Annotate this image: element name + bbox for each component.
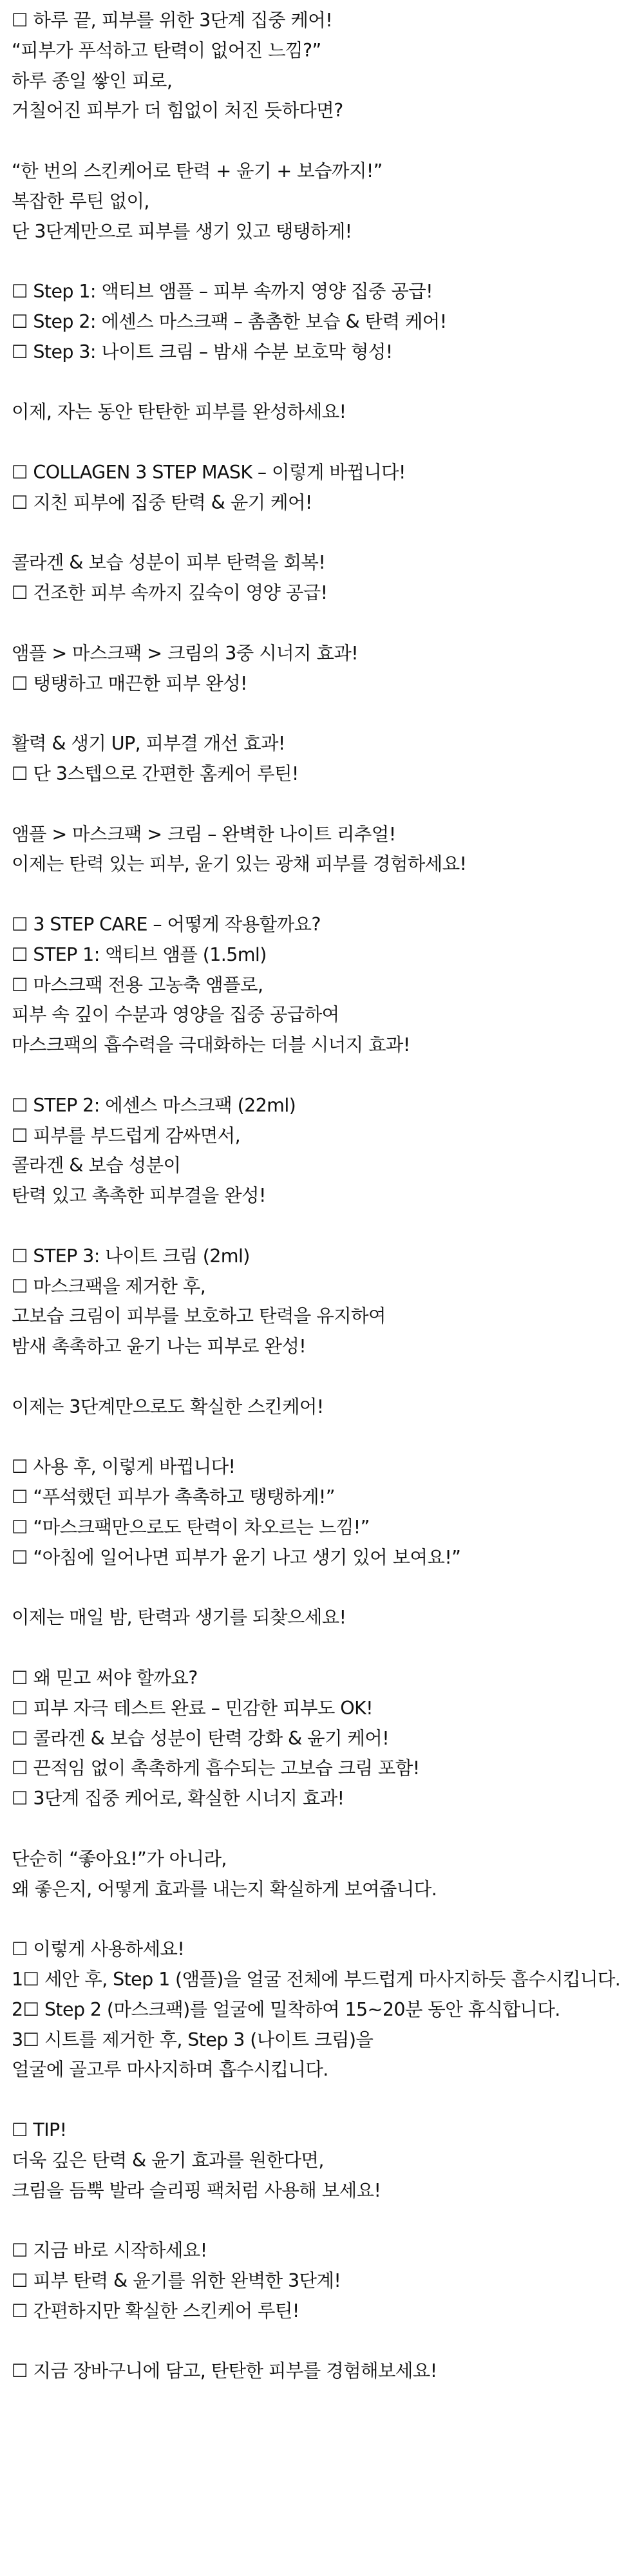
- text-line: 콜라겐 & 보습 성분이: [12, 1155, 181, 1177]
- text-line: ☐ 끈적임 없이 촉촉하게 흡수되는 고보습 크림 포함!: [12, 1757, 420, 1779]
- blank-line: [12, 1213, 639, 1239]
- text-line: ☐ 단 3스텝으로 간편한 홈케어 루틴!: [12, 763, 299, 784]
- text-line: ☐ 건조한 피부 속까지 깊숙이 영양 공급!: [12, 582, 328, 604]
- text-line: 하루 종일 쌓인 피로,: [12, 70, 173, 91]
- blank-line: [12, 1364, 639, 1390]
- text-line: ☐ 지친 피부에 집중 탄력 & 윤기 케어!: [12, 491, 312, 513]
- text-line: ☐ 하루 끝, 피부를 위한 3단계 집중 케어!: [12, 10, 333, 31]
- text-line: 이제는 매일 밤, 탄력과 생기를 되찾으세요!: [12, 1607, 346, 1629]
- text-line: 더욱 깊은 탄력 & 윤기 효과를 원한다면,: [12, 2149, 324, 2171]
- text-line: 3☐ 시트를 제거한 후, Step 3 (나이트 크림)을: [12, 2029, 374, 2050]
- text-line: 탄력 있고 촉촉한 피부결을 완성!: [12, 1185, 266, 1207]
- text-line: ☐ “마스크팩만으로도 탄력이 차오르는 느낌!”: [12, 1517, 370, 1538]
- blank-line: [12, 1635, 639, 1661]
- text-line: ☐ STEP 2: 에센스 마스크팩 (22ml): [12, 1094, 296, 1116]
- blank-line: [12, 430, 639, 455]
- text-line: ☐ 사용 후, 이렇게 바뀝니다!: [12, 1456, 236, 1478]
- text-line: 2☐ Step 2 (마스크팩)를 얼굴에 밀착하여 15~20분 동안 휴식합니다.: [12, 1998, 560, 2020]
- text-line: ☐ 이렇게 사용하세요!: [12, 1938, 185, 1960]
- blank-line: [12, 2329, 639, 2354]
- text-line: 이제는 탄력 있는 피부, 윤기 있는 광채 피부를 경험하세요!: [12, 853, 467, 875]
- text-line: ☐ 마스크팩 전용 고농축 앰플로,: [12, 974, 263, 996]
- text-line: 고보습 크림이 피부를 보호하고 탄력을 유지하여: [12, 1305, 386, 1327]
- text-line: 이제, 자는 동안 탄탄한 피부를 완성하세요!: [12, 401, 346, 423]
- text-line: ☐ 지금 바로 시작하세요!: [12, 2240, 207, 2262]
- text-line: 콜라겐 & 보습 성분이 피부 탄력을 회복!: [12, 552, 326, 574]
- blank-line: [12, 1575, 639, 1601]
- blank-line: [12, 1906, 639, 1932]
- text-line: ☐ “푸석했던 피부가 촉촉하고 탱탱하게!”: [12, 1486, 335, 1508]
- text-line: ☐ “아침에 일어나면 피부가 윤기 나고 생기 있어 보여요!”: [12, 1546, 461, 1568]
- text-line: ☐ Step 1: 액티브 앰플 – 피부 속까지 영양 집중 공급!: [12, 281, 433, 303]
- text-line: 앰플 > 마스크팩 > 크림 – 완벽한 나이트 리추얼!: [12, 823, 396, 845]
- blank-line: [12, 1816, 639, 1842]
- text-line: ☐ 3단계 집중 케어로, 확실한 시너지 효과!: [12, 1788, 345, 1810]
- text-line: ☐ 피부 탄력 & 윤기를 위한 완벽한 3단계!: [12, 2270, 341, 2291]
- blank-line: [12, 2208, 639, 2233]
- text-line: ☐ 콜라겐 & 보습 성분이 탄력 강화 & 윤기 케어!: [12, 1727, 390, 1749]
- text-line: 마스크팩의 흡수력을 극대화하는 더블 시너지 효과!: [12, 1034, 410, 1056]
- text-line: ☐ STEP 1: 액티브 앰플 (1.5ml): [12, 943, 267, 965]
- text-line: 활력 & 생기 UP, 피부결 개선 효과!: [12, 733, 285, 755]
- text-line: ☐ 피부를 부드럽게 감싸면서,: [12, 1124, 241, 1146]
- text-line: 크림을 듬뿍 발라 슬리핑 팩처럼 사용해 보세요!: [12, 2179, 381, 2201]
- text-line: 거칠어진 피부가 더 힘없이 처진 듯하다면?: [12, 100, 343, 122]
- text-line: ☐ 마스크팩을 제거한 후,: [12, 1275, 206, 1297]
- text-line: 단순히 “좋아요!”가 아니라,: [12, 1848, 227, 1870]
- blank-line: [12, 701, 639, 726]
- text-line: 밤새 촉촉하고 윤기 나는 피부로 완성!: [12, 1336, 307, 1358]
- text-line: ☐ 피부 자극 테스트 완료 – 민감한 피부도 OK!: [12, 1697, 373, 1719]
- text-line: ☐ TIP!: [12, 2119, 67, 2141]
- text-line: 단 3단계만으로 피부를 생기 있고 탱탱하게!: [12, 220, 352, 242]
- text-line: 앰플 > 마스크팩 > 크림의 3중 시너지 효과!: [12, 642, 359, 664]
- blank-line: [12, 882, 639, 907]
- text-line: ☐ STEP 3: 나이트 크림 (2ml): [12, 1245, 250, 1267]
- text-line: 1☐ 세안 후, Step 1 (앰플)을 얼굴 전체에 부드럽게 마사지하듯 흡수시킵니다.: [12, 1969, 621, 1990]
- blank-line: [12, 370, 639, 395]
- blank-line: [12, 611, 639, 636]
- text-line: 복잡한 루틴 없이,: [12, 190, 149, 212]
- text-line: 피부 속 깊이 수분과 영양을 집중 공급하여: [12, 1004, 339, 1026]
- text-line: ☐ 3 STEP CARE – 어떻게 작용할까요?: [12, 914, 321, 935]
- text-line: ☐ Step 2: 에센스 마스크팩 – 촘촘한 보습 & 탄력 케어!: [12, 311, 447, 332]
- blank-line: [12, 1425, 639, 1450]
- text-line: 얼굴에 골고루 마사지하며 흡수시킵니다.: [12, 2059, 328, 2081]
- text-line: “피부가 푸석하고 탄력이 없어진 느낌?”: [12, 39, 321, 61]
- text-line: 왜 좋은지, 어떻게 효과를 내는지 확실하게 보여줍니다.: [12, 1878, 437, 1900]
- text-line: ☐ 간편하지만 확실한 스킨케어 루틴!: [12, 2300, 299, 2322]
- blank-line: [12, 520, 639, 546]
- text-line: 이제는 3단계만으로도 확실한 스킨케어!: [12, 1396, 324, 1417]
- text-line: ☐ Step 3: 나이트 크림 – 밤새 수분 보호막 형성!: [12, 341, 393, 363]
- text-line: “한 번의 스킨케어로 탄력 + 윤기 + 보습까지!”: [12, 160, 383, 182]
- text-line: ☐ 탱탱하고 매끈한 피부 완성!: [12, 672, 247, 694]
- blank-line: [12, 128, 639, 154]
- text-line: ☐ COLLAGEN 3 STEP MASK – 이렇게 바뀝니다!: [12, 462, 406, 483]
- text-line: ☐ 지금 장바구니에 담고, 탄탄한 피부를 경험해보세요!: [12, 2360, 437, 2382]
- blank-line: [12, 249, 639, 274]
- blank-line: [12, 1063, 639, 1088]
- blank-line: [12, 791, 639, 817]
- blank-line: [12, 2087, 639, 2113]
- text-line: ☐ 왜 믿고 써야 할까요?: [12, 1667, 198, 1689]
